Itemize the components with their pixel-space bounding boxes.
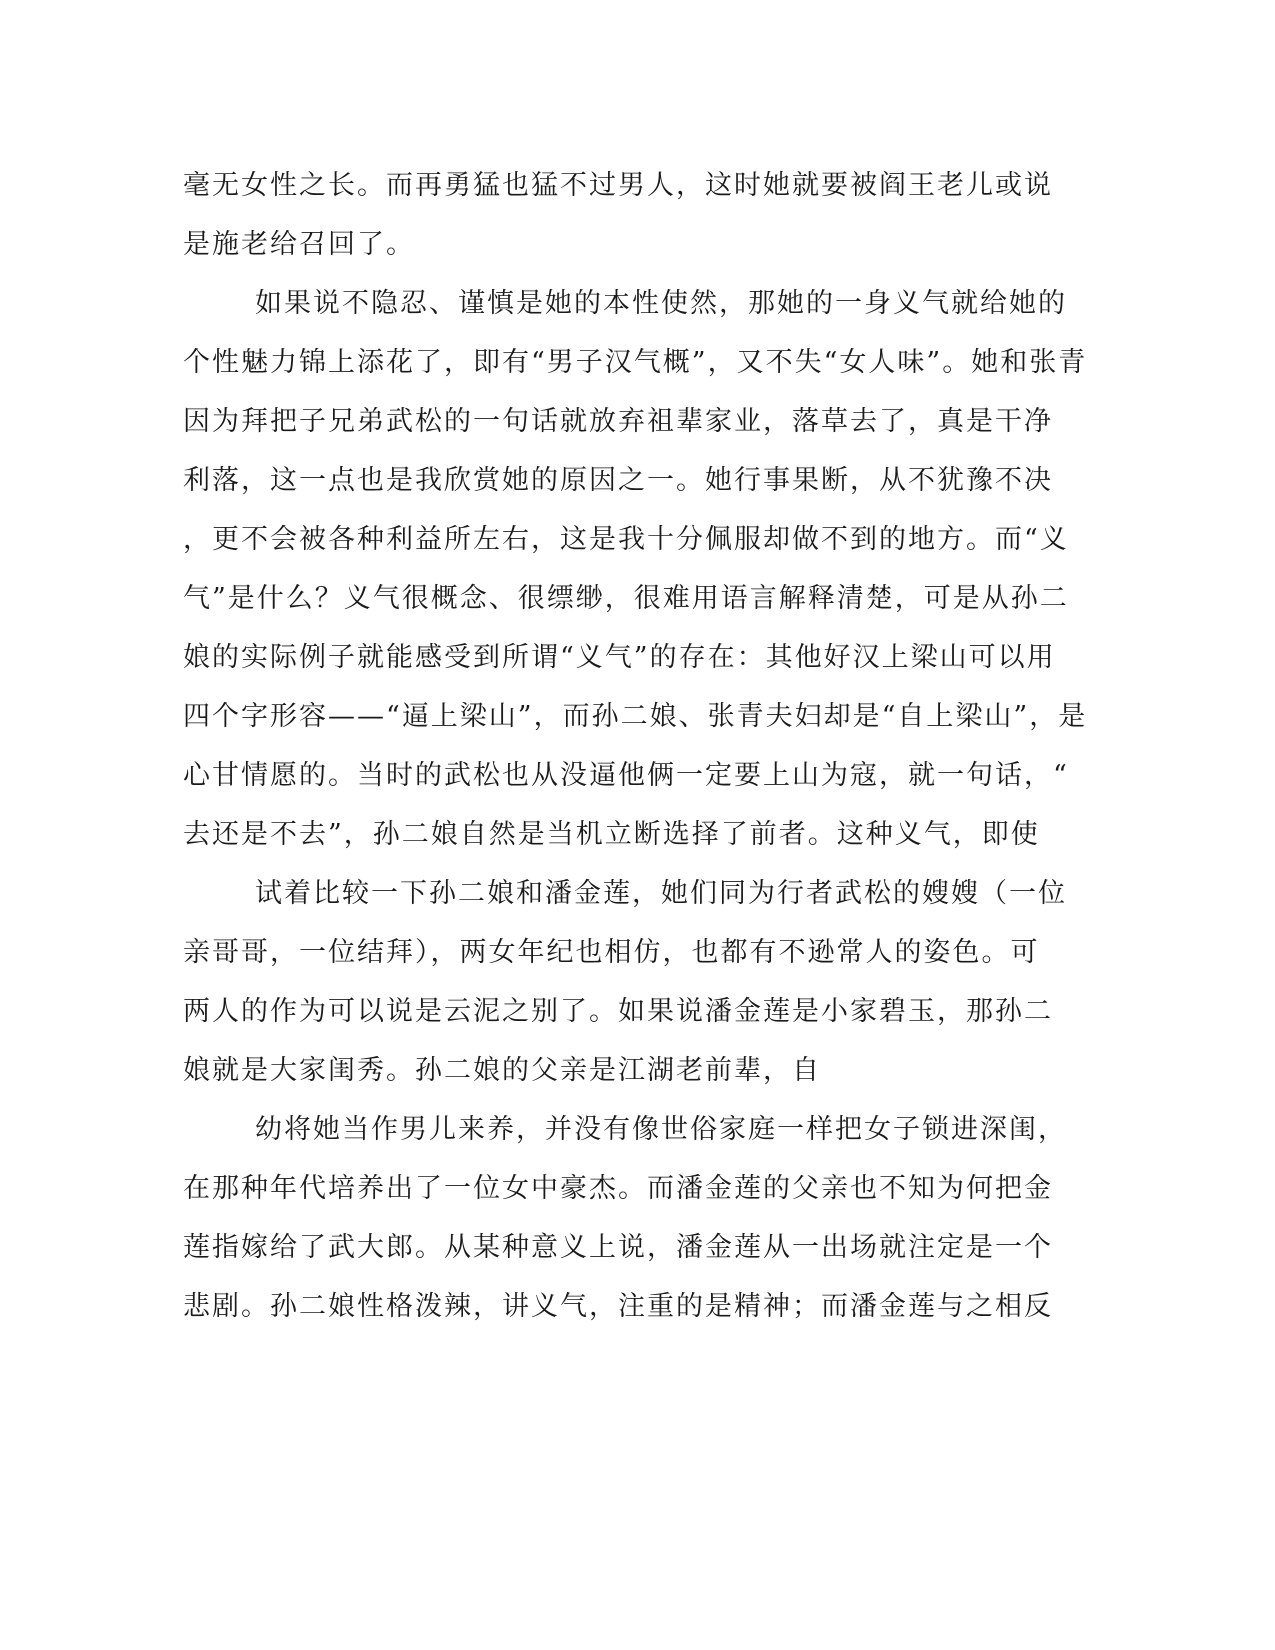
text-line: 毫无女性之长。而再勇猛也猛不过男人，这时她就要被阎王老儿或说 bbox=[183, 170, 1053, 201]
body-text bbox=[183, 156, 1088, 1336]
text-line: 娘的实际例子就能感受到所谓“义气”的存在：其他好汉上梁山可以用 bbox=[183, 642, 1056, 673]
text-line: 亲哥哥，一位结拜），两女年纪也相仿，也都有不逊常人的姿色。可 bbox=[183, 937, 1040, 968]
text-line: 四个字形容——“逼上梁山”，而孙二娘、张青夫妇却是“自上梁山”，是 bbox=[183, 701, 1088, 732]
text-line: 心甘情愿的。当时的武松也从没逼他俩一定要上山为寇，就一句话，“ bbox=[183, 760, 1069, 791]
text-line: 悲剧。孙二娘性格泼辣，讲义气，注重的是精神；而潘金莲与之相反 bbox=[183, 1291, 1053, 1322]
text-line: 两人的作为可以说是云泥之别了。如果说潘金莲是小家碧玉，那孙二 bbox=[183, 996, 1053, 1027]
text-line: 莲指嫁给了武大郎。从某种意义上说，潘金莲从一出场就注定是一个 bbox=[183, 1232, 1053, 1263]
text-line: 个性魅力锦上添花了，即有“男子汉气概”，又不失“女人味”。她和张青 bbox=[183, 347, 1088, 378]
text-line: 幼将她当作男儿来养，并没有像世俗家庭一样把女子锁进深闺， bbox=[255, 1114, 1067, 1145]
text-line: 利落，这一点也是我欣赏她的原因之一。她行事果断，从不犹豫不决 bbox=[183, 465, 1053, 496]
text-line: 试着比较一下孙二娘和潘金莲，她们同为行者武松的嫂嫂（一位 bbox=[255, 878, 1067, 909]
text-line: 去还是不去”，孙二娘自然是当机立断选择了前者。这种义气，即使 bbox=[183, 819, 1040, 850]
text-line: 如果说不隐忍、谨慎是她的本性使然，那她的一身义气就给她的 bbox=[255, 288, 1067, 319]
text-line: 在那种年代培养出了一位女中豪杰。而潘金莲的父亲也不知为何把金 bbox=[183, 1173, 1053, 1204]
text-line: 是施老给召回了。 bbox=[183, 229, 415, 260]
text-line: ，更不会被各种利益所左右，这是我十分佩服却做不到的地方。而“义 bbox=[183, 524, 1069, 555]
text-line: 气”是什么？义气很概念、很缥缈，很难用语言解释清楚，可是从孙二 bbox=[183, 583, 1069, 614]
text-line: 因为拜把子兄弟武松的一句话就放弃祖辈家业，落草去了，真是干净 bbox=[183, 406, 1053, 437]
text-line: 娘就是大家闺秀。孙二娘的父亲是江湖老前辈，自 bbox=[183, 1055, 821, 1086]
